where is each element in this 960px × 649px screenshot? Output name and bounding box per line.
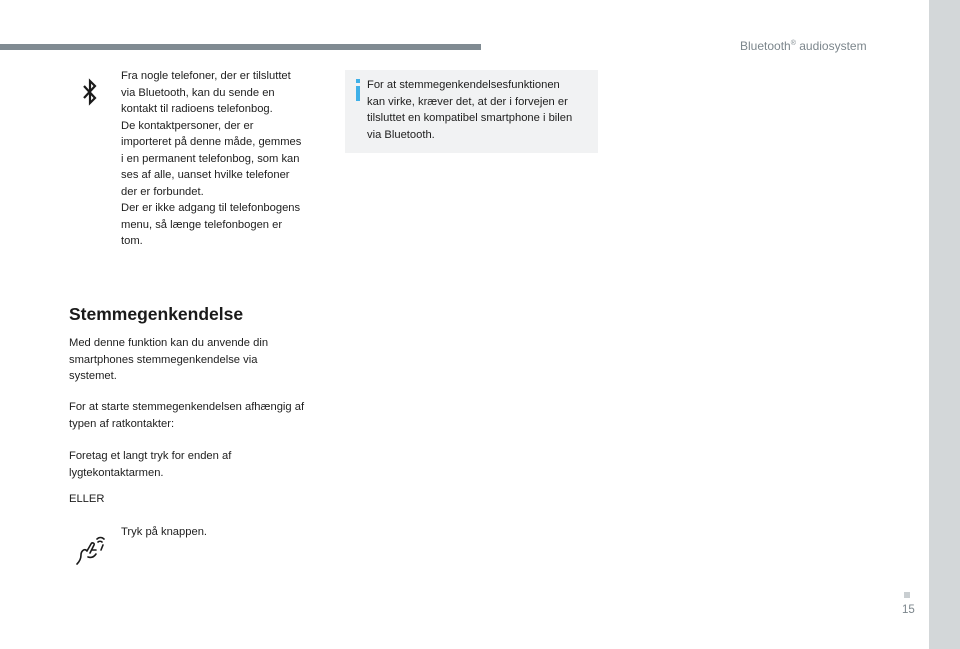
section-paragraph-2: For at starte stemmegenkendelsen afhængig af typen af ratkontakter: xyxy=(69,401,305,430)
chapter-title: Bluetooth® audiosystem xyxy=(740,39,867,53)
section-title: Stemmegenkendelse xyxy=(69,304,244,324)
hand-press-icon xyxy=(73,531,109,567)
bluetooth-icon xyxy=(80,78,100,108)
intro-paragraph: Fra nogle telefoner, der er tilsluttet via Bluetooth, kan du sende en kontakt til radioens telefonbog. De kontaktpersoner, der er importeret på denne måde, gemmes i en permanent telefonbog, som kan ses af alle, uanset hvilke telefoner der er forbundet. Der er ikke adgang til telefonbogens menu, så længe telefonbogen er tom. xyxy=(121,70,302,247)
or-label: ELLER xyxy=(69,493,105,505)
page-number: 15 xyxy=(902,604,915,616)
section-paragraph-1: Med denne funktion kan du anvende din smartphones stemmegenkendelse via systemet. xyxy=(69,337,269,382)
section-paragraph-3: Foretag et langt tryk for enden af lygtekontaktarmen. xyxy=(69,450,232,479)
page-marker xyxy=(904,592,910,598)
page-side-strip xyxy=(929,0,960,649)
press-button-text: Tryk på knappen. xyxy=(121,526,208,538)
info-icon xyxy=(353,79,363,101)
info-note-text: For at stemmegenkendelsesfunktionen kan virke, kræver det, at der i forvejen er tilsluttet en kompatibel smartphone i bilen via Bluetooth. xyxy=(367,79,573,141)
header-bar xyxy=(0,44,481,50)
